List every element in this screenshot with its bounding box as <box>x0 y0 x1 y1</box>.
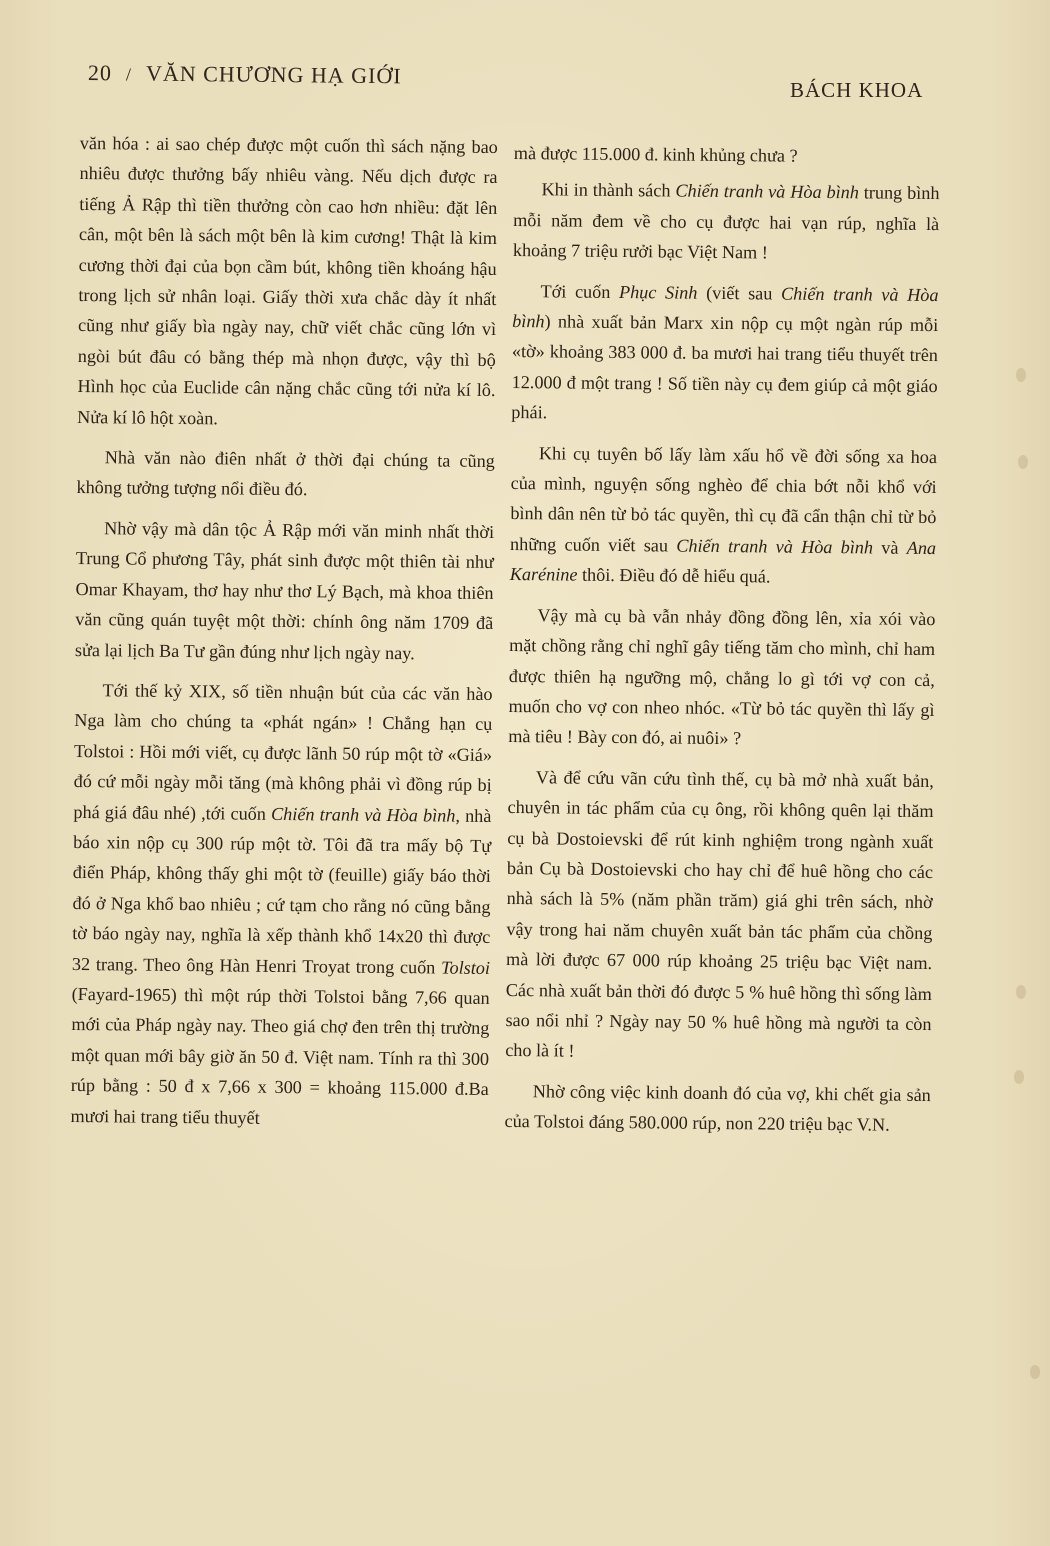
text-run: ) nhà xuất bản Marx xin nộp cụ một ngàn rúp mỗi «tờ» khoảng 383 000 đ. ba mươi hai trang tiểu thuyết trên 12.000 đ một trang ! Số tiền này cụ đem giúp cả một giáo phái. <box>511 311 939 423</box>
header-separator: / <box>125 64 133 85</box>
text-run: thôi. Điều đó dễ hiểu quá. <box>577 564 771 587</box>
magazine-name: BÁCH KHOA <box>790 78 924 102</box>
paper-smudge <box>1030 1365 1040 1379</box>
right-paragraph-4 <box>510 438 937 594</box>
book-title: Chiến tranh và Hòa bình <box>676 535 874 558</box>
text-run: Khi cụ tuyên bố lấy làm xấu hổ về đời sống xa hoa của mình, nguyện sống nghèo để chia bớt nỗi khổ với bình dân nên từ bỏ tác quyền, thì cụ đã cẩn thận chỉ từ bỏ những cuốn viết sau <box>510 442 938 556</box>
text-run: (viết sau <box>697 282 782 304</box>
left-column <box>70 128 498 1135</box>
left-paragraph-2: Nhà văn nào điên nhất ở thời đại chúng ta cũng không tưởng tượng nổi điều đó. <box>76 447 495 500</box>
book-title: Chiến tranh và Hòa bình <box>675 180 859 203</box>
right-paragraph-6: Và để cứu vãn cứu tình thế, cụ bà mở nhà xuất bản, chuyên in tác phẩm của cụ ông, rồi không quên lại thăm cụ bà Dostoievski để rút kinh nghiệm trong ngành xuất bản Cụ bà Dostoievski cho hay chỉ để huê hồng cho các nhà sách là 5% (năm phần trăm) giá ghi trên sách, nhờ vậy trong hai năm chuyên xuất bản tác phẩm của chồng mà lời được 67 000 rúp khoảng 25 triệu bạc Việt nam. Các nhà xuất bản thời đó được 5 % huê hồng thì sống làm sao nổi nhỉ ? Ngày nay 50 % huê hồng mà người ta còn cho là ít ! <box>505 766 934 1061</box>
text-run: Tới thế kỷ XIX, số tiền nhuận bút của các văn hào Nga làm cho chúng ta «phát ngán» ! Chẳng hạn cụ Tolstoi : Hồi mới viết, cụ được lãnh 50 rúp một tờ «Giá» đó cứ mỗi ngày mỗi tăng (mà không phải vì đồng rúp bị phá giá đâu nhé) ,tới cuốn <box>73 680 493 824</box>
paper-smudge <box>1018 455 1028 469</box>
book-title: Chiến tranh và Hòa bình <box>512 283 939 332</box>
book-title: Chiến tranh và Hòa bình, <box>271 803 461 826</box>
right-paragraph-2 <box>513 174 940 269</box>
paper-smudge <box>1016 985 1026 999</box>
page-number: 20 <box>87 60 113 86</box>
running-header <box>88 60 402 89</box>
book-title: Tolstoi <box>440 957 491 978</box>
paper-smudge <box>1014 1070 1024 1084</box>
left-paragraph-1: văn hóa : ai sao chép được một cuốn thì sách nặng bao nhiêu được thưởng bấy nhiêu vàng. Nếu dịch được ra tiếng Ả Rập thì tiền thưởng còn cao hơn nhiều: đặt lên cân, một bên là sách một bên là kim cương! Thật là kim cương thời đại của bọn cầm bút, không tiền khoáng hậu trong lịch sử nhân loại. Giấy thời xưa chắc dày ít nhất cũng như giấy bìa ngày nay, chữ viết chắc cũng lớn vì ngòi bút đâu có bằng thép mà nhọn được, vậy thì bộ Hình học của Euclide cân nặng chắc cũng tới nửa kí lô. Nửa kí lô hột xoàn. <box>77 132 498 428</box>
right-paragraph-1: mà được 115.000 đ. kinh khủng chưa ? <box>513 142 798 166</box>
right-paragraph-3 <box>511 276 938 432</box>
text-run: Khi in thành sách <box>541 179 676 201</box>
text-run: Tới cuốn <box>540 280 620 302</box>
text-run: (Fayard-1965) thì một rúp thời Tolstoi bằng 7,66 quan mới của Pháp ngày nay. Theo giá chợ đen trên thị trường một quan mới bây giờ ăn 50 đ. Việt nam. Tính ra thì 300 rúp bằng : 50 đ x 7,66 x 300 = khoảng 115.000 đ.Ba mươi hai trang tiểu thuyết <box>70 983 490 1128</box>
book-title: Ana Karénine <box>509 537 937 585</box>
book-title: Phục Sinh <box>618 281 698 303</box>
right-paragraph-7: Nhờ công việc kinh doanh đó của vợ, khi chết gia sản của Tolstoi đáng 580.000 rúp, non 220 triệu bạc V.N. <box>504 1081 931 1135</box>
text-run: trung bình mỗi năm đem về cho cụ được hai vạn rúp, nghĩa là khoảng 7 triệu rưởi bạc Việt Nam ! <box>512 182 940 263</box>
right-paragraph-5: Vậy mà cụ bà vẫn nhảy đồng đồng lên, xỉa xói vào mặt chồng rằng chỉ nghĩ gây tiếng tăm cho mình, chỉ ham được thiên hạ ngưỡng mộ, chẳng lo gì tới vợ con cả, muốn cho vợ con nheo nhóc. «Từ bỏ tác quyền thì lấy gì mà tiêu ! Bày con đó, ai nuôi» ? <box>508 604 936 749</box>
right-column <box>504 138 940 1141</box>
text-run: nhà báo xin nộp cụ 300 rúp một tờ. Tôi đã tra mấy bộ Tự điển Pháp, không thấy ghi một tờ (feuille) giấy báo thời đó ở Nga khổ bao nhiêu ; cứ tạm cho rằng nó cũng bằng tờ báo ngày nay, nghĩa là xếp thành khổ 14x20 thì được 32 trang. Theo ông Hàn Henri Troyat trong cuốn <box>71 805 492 978</box>
left-paragraph-3: Nhờ vậy mà dân tộc Ả Rập mới văn minh nhất thời Trung Cổ phương Tây, phát sinh được một thiên tài như Omar Khayam, thơ hay như thơ Lý Bạch, mà khoa thiên văn cũng quán tuyệt một thời: chính ông năm 1709 đã sửa lại lịch Ba Tư gần đúng như lịch ngày nay. <box>74 518 495 663</box>
text-run: và <box>872 537 907 558</box>
paper-smudge <box>1016 368 1026 382</box>
section-title: VĂN CHƯƠNG HẠ GIỚI <box>145 60 402 89</box>
left-paragraph-4 <box>70 675 492 1135</box>
